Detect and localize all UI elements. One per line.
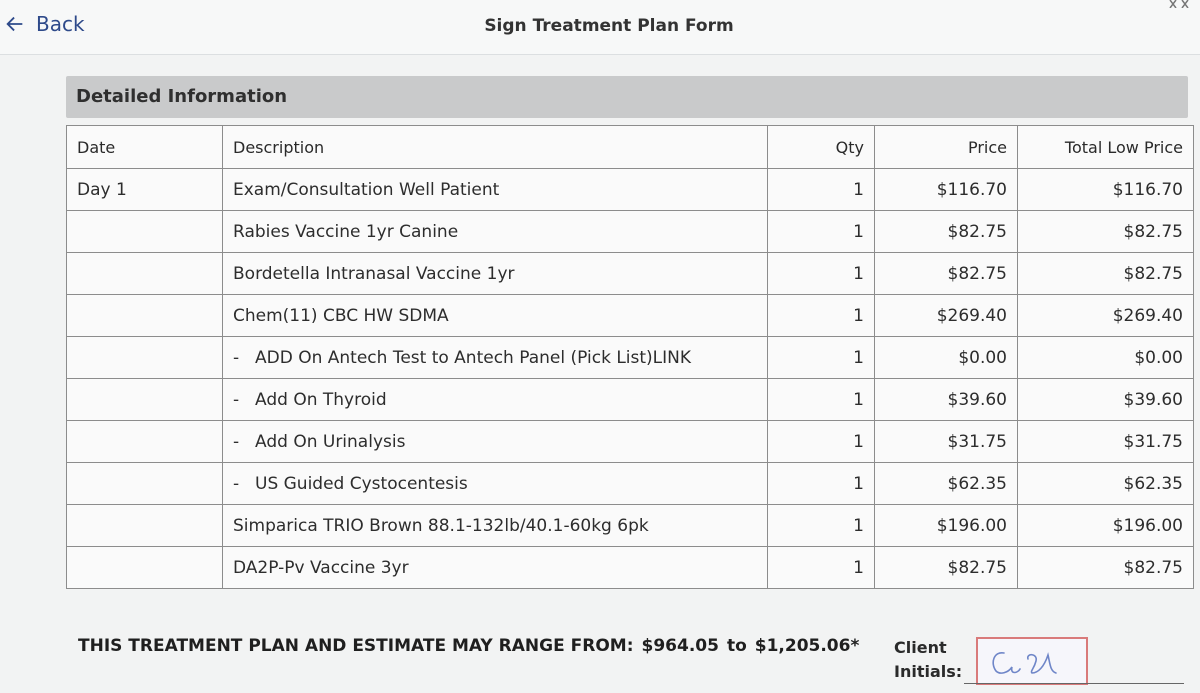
cell-date — [67, 211, 223, 253]
client-label-line1: Client — [894, 638, 947, 657]
cell-price: $196.00 — [875, 505, 1018, 547]
cell-description — [223, 547, 768, 589]
section-title: Detailed Information — [76, 86, 288, 107]
cell-price: $62.35 — [875, 463, 1018, 505]
range-low: $964.05 — [641, 636, 719, 656]
close-icon[interactable] — [1168, 0, 1190, 8]
cell-qty: 1 — [768, 379, 875, 421]
cell-description — [223, 379, 768, 421]
cell-price: $31.75 — [875, 421, 1018, 463]
back-label: Back — [36, 12, 85, 36]
cell-description — [223, 295, 768, 337]
cell-description — [223, 211, 768, 253]
cell-total-low-price: $62.35 — [1018, 463, 1194, 505]
estimate-label: THIS TREATMENT PLAN AND ESTIMATE MAY RANGE FROM: — [78, 636, 634, 656]
cell-total-low-price: $0.00 — [1018, 337, 1194, 379]
table-row — [67, 421, 1194, 463]
client-initials-field[interactable] — [976, 637, 1088, 685]
description-text: DA2P-Pv Vaccine 3yr — [233, 557, 409, 578]
cell-qty: 1 — [768, 505, 875, 547]
cell-description — [223, 337, 768, 379]
treatment-plan-table — [66, 125, 1194, 589]
range-to: to — [726, 636, 747, 656]
table-row — [67, 337, 1194, 379]
cell-total-low-price: $82.75 — [1018, 211, 1194, 253]
description-text: Add On Thyroid — [255, 389, 387, 410]
cell-price: $82.75 — [875, 253, 1018, 295]
column-header-total-low-price: Total Low Price — [1018, 126, 1194, 169]
cell-qty: 1 — [768, 253, 875, 295]
cell-total-low-price: $116.70 — [1018, 169, 1194, 211]
cell-date: Day 1 — [67, 169, 223, 211]
column-header-description: Description — [223, 126, 768, 169]
cell-total-low-price: $82.75 — [1018, 547, 1194, 589]
cell-date — [67, 337, 223, 379]
cell-description — [223, 253, 768, 295]
cell-date — [67, 295, 223, 337]
cell-description — [223, 463, 768, 505]
cell-total-low-price: $31.75 — [1018, 421, 1194, 463]
sub-item-marker: - — [233, 389, 240, 410]
section-header — [66, 76, 1188, 118]
description-text: Simparica TRIO Brown 88.1-132lb/40.1-60kg 6pk — [233, 515, 649, 536]
sub-item-marker: - — [233, 473, 240, 494]
page-title: Sign Treatment Plan Form — [484, 16, 734, 36]
cell-price: $116.70 — [875, 169, 1018, 211]
estimate-range — [78, 636, 859, 656]
description-text: Bordetella Intranasal Vaccine 1yr — [233, 263, 515, 284]
cell-date — [67, 505, 223, 547]
cell-price: $0.00 — [875, 337, 1018, 379]
table-header-row — [67, 126, 1194, 169]
description-text: ADD On Antech Test to Antech Panel (Pick List)LINK — [255, 347, 692, 368]
table-row — [67, 211, 1194, 253]
client-label-line2: Initials: — [894, 662, 963, 681]
cell-date — [67, 421, 223, 463]
column-header-price: Price — [875, 126, 1018, 169]
cell-qty: 1 — [768, 337, 875, 379]
cell-description — [223, 169, 768, 211]
column-header-date: Date — [67, 126, 223, 169]
description-text: US Guided Cystocentesis — [255, 473, 468, 494]
cell-price: $39.60 — [875, 379, 1018, 421]
cell-qty: 1 — [768, 211, 875, 253]
cell-date — [67, 547, 223, 589]
table-row — [67, 253, 1194, 295]
cell-total-low-price: $39.60 — [1018, 379, 1194, 421]
handwritten-initials — [978, 639, 1086, 683]
table-row — [67, 169, 1194, 211]
cell-qty: 1 — [768, 169, 875, 211]
sub-item-marker: - — [233, 347, 240, 368]
cell-qty: 1 — [768, 463, 875, 505]
table-row — [67, 505, 1194, 547]
table-row — [67, 379, 1194, 421]
description-text: Add On Urinalysis — [255, 431, 406, 452]
initials-signature-line — [964, 683, 1184, 684]
table-row — [67, 547, 1194, 589]
description-text: Exam/Consultation Well Patient — [233, 179, 500, 200]
cell-date — [67, 379, 223, 421]
top-bar — [0, 0, 1200, 55]
cell-qty: 1 — [768, 547, 875, 589]
cell-qty: 1 — [768, 421, 875, 463]
cell-price: $82.75 — [875, 547, 1018, 589]
cell-total-low-price: $196.00 — [1018, 505, 1194, 547]
cell-description — [223, 505, 768, 547]
cell-date — [67, 253, 223, 295]
cell-date — [67, 463, 223, 505]
sub-item-marker: - — [233, 431, 240, 452]
client-initials-label — [894, 636, 962, 684]
cell-description — [223, 421, 768, 463]
column-header-qty: Qty — [768, 126, 875, 169]
cell-total-low-price: $82.75 — [1018, 253, 1194, 295]
cell-qty: 1 — [768, 295, 875, 337]
range-high: $1,205.06* — [754, 636, 860, 656]
cell-total-low-price: $269.40 — [1018, 295, 1194, 337]
description-text: Chem(11) CBC HW SDMA — [233, 305, 449, 326]
description-text: Rabies Vaccine 1yr Canine — [233, 221, 459, 242]
table-row — [67, 463, 1194, 505]
table-row — [67, 295, 1194, 337]
cell-price: $269.40 — [875, 295, 1018, 337]
cell-price: $82.75 — [875, 211, 1018, 253]
